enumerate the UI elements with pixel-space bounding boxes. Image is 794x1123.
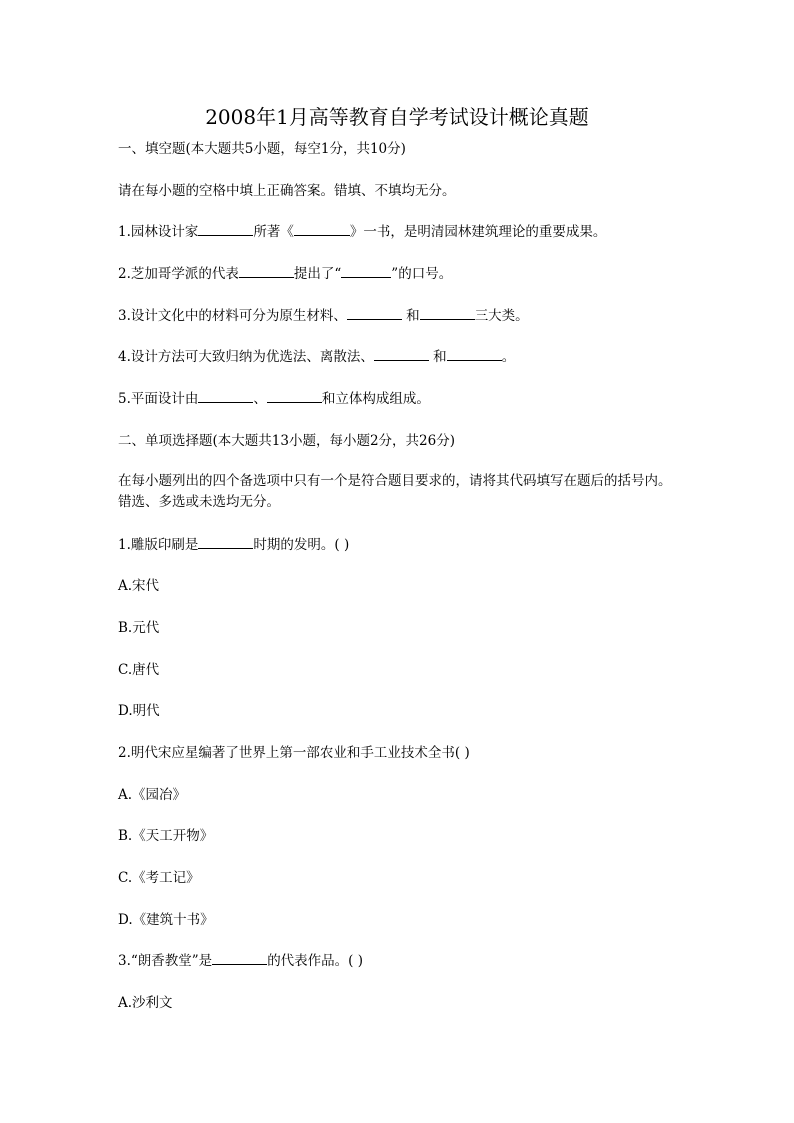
answer-blank [294, 222, 350, 236]
question-text: 4.设计方法可大致归纳为优选法、离散法、 [118, 349, 374, 365]
question-text: 的代表作品。( ) [267, 953, 364, 969]
question-text: 3.“朗香教堂”是 [118, 953, 213, 969]
fill-question-3 [118, 306, 529, 326]
answer-blank [239, 264, 294, 278]
section1-instruction: 请在每小题的空格中填上正确答案。错填、不填均无分。 [118, 183, 456, 199]
question-text: ”的口号。 [391, 266, 453, 282]
question-text: 和立体构成组成。 [321, 391, 430, 407]
fill-question-4 [118, 347, 515, 367]
answer-blank [198, 389, 253, 403]
option: A.宋代 [118, 578, 160, 594]
question-text: 时期的发明。( ) [253, 537, 350, 553]
option: C.唐代 [118, 662, 160, 678]
question-text: 三大类。 [474, 308, 529, 324]
answer-blank [341, 264, 391, 278]
page-title: 2008年1月高等教育自学考试设计概论真题 [205, 105, 589, 129]
question-text: 提出了“ [293, 266, 342, 282]
answer-blank [420, 306, 475, 320]
choice-question-1 [118, 535, 349, 555]
answer-blank [267, 389, 322, 403]
answer-blank [374, 347, 429, 361]
fill-question-5 [118, 389, 430, 409]
option: A.沙利文 [118, 995, 173, 1011]
answer-blank [212, 951, 267, 965]
question-text: 》一书，是明清园林建筑理论的重要成果。 [349, 224, 607, 240]
question-text: 1.园林设计家 [118, 224, 199, 240]
answer-blank [447, 347, 502, 361]
fill-question-2 [118, 264, 452, 284]
question-text: 。 [501, 349, 516, 365]
option: A.《园冶》 [118, 787, 187, 803]
answer-blank [347, 306, 402, 320]
question-text: 3.设计文化中的材料可分为原生材料、 [118, 308, 347, 324]
option: D.明代 [118, 703, 160, 719]
question-text: 1.雕版印刷是 [118, 537, 199, 553]
question-text: 、 [253, 391, 267, 407]
option: D.《建筑十书》 [118, 912, 214, 928]
question-text: 和 [401, 308, 420, 324]
question-text: 5.平面设计由 [118, 391, 199, 407]
section2-instruction: 在每小题列出的四个备选项中只有一个是符合题目要求的，请将其代码填写在题后的括号内。错选、多选或未选均无分。 [118, 473, 672, 510]
question-text: 2.芝加哥学派的代表 [118, 266, 239, 282]
question-text: 所著《 [253, 224, 294, 240]
fill-question-1 [118, 222, 606, 242]
option: C.《考工记》 [118, 870, 200, 886]
section1-heading: 一、填空题(本大题共5小题，每空1分，共10分) [118, 141, 406, 157]
answer-blank [198, 222, 253, 236]
option: B.《天工开物》 [118, 828, 214, 844]
answer-blank [198, 535, 253, 549]
choice-question-3 [118, 951, 363, 971]
question-text: 和 [428, 349, 447, 365]
option: B.元代 [118, 620, 160, 636]
choice-question-2: 2.明代宋应星编著了世界上第一部农业和手工业技术全书( ) [118, 745, 470, 761]
section2-heading: 二、单项选择题(本大题共13小题，每小题2分，共26分) [118, 433, 455, 449]
